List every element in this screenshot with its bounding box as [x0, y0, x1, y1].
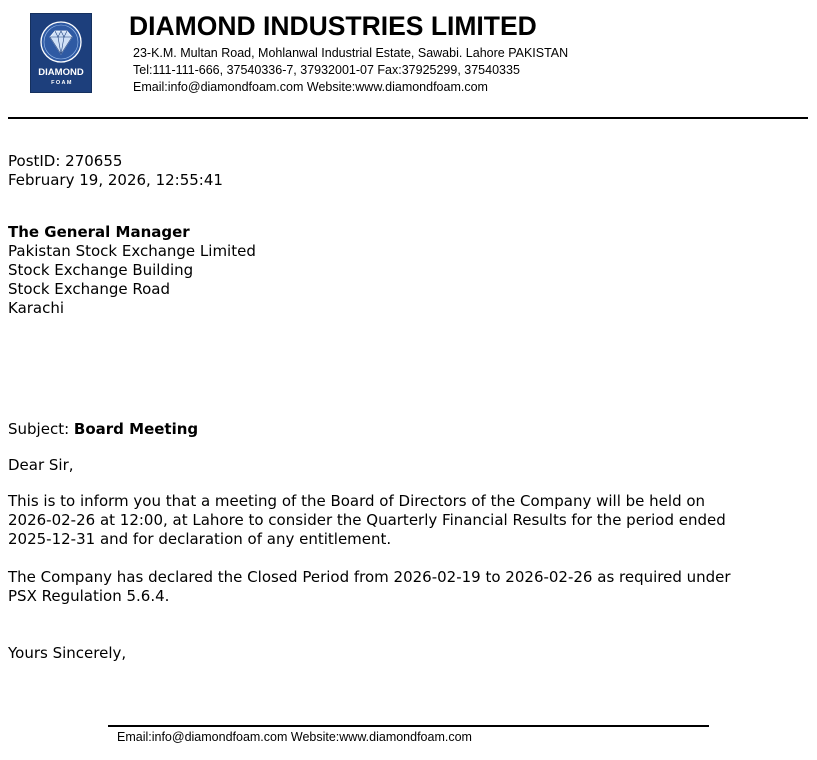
- recipient-title: The General Manager: [8, 223, 190, 241]
- subject-value: Board Meeting: [73, 420, 199, 438]
- logo-text-top: DIAMOND: [38, 67, 84, 78]
- paragraph-1-line-3: 2025-12-31 and for declaration of any entitlement.: [8, 530, 392, 548]
- logo-text-bottom: FOAM: [51, 80, 73, 86]
- footer-divider: [108, 725, 709, 727]
- paragraph-1-line-2: 2026-02-26 at 12:00, at Lahore to consider the Quarterly Financial Results for the period ended: [8, 511, 726, 529]
- recipient-city: Karachi: [8, 299, 65, 317]
- company-phones: Tel:111-111-666, 37540336-7, 37932001-07 Fax:37925299, 37540335: [133, 63, 520, 77]
- company-logo: [30, 13, 92, 93]
- closing: Yours Sincerely,: [8, 644, 127, 662]
- post-id: PostID: 270655: [8, 152, 123, 170]
- diamond-icon: [31, 14, 91, 92]
- subject-label: Subject:: [8, 420, 70, 438]
- company-name: DIAMOND INDUSTRIES LIMITED: [129, 11, 537, 41]
- paragraph-2-line-2: PSX Regulation 5.6.4.: [8, 587, 170, 605]
- post-datetime: February 19, 2026, 12:55:41: [8, 171, 223, 189]
- recipient-road: Stock Exchange Road: [8, 280, 170, 298]
- paragraph-2-line-1: The Company has declared the Closed Period from 2026-02-19 to 2026-02-26 as required under: [8, 568, 731, 586]
- footer-contact: Email:info@diamondfoam.com Website:www.diamondfoam.com: [117, 730, 472, 744]
- recipient-organization: Pakistan Stock Exchange Limited: [8, 242, 256, 260]
- subject-line: [8, 420, 198, 439]
- recipient-building: Stock Exchange Building: [8, 261, 194, 279]
- company-address: 23-K.M. Multan Road, Mohlanwal Industrial Estate, Sawabi. Lahore PAKISTAN: [133, 46, 569, 60]
- header-divider: [8, 117, 808, 119]
- salutation: Dear Sir,: [8, 456, 74, 474]
- paragraph-1-line-1: This is to inform you that a meeting of the Board of Directors of the Company will be held on: [8, 492, 706, 510]
- company-contact: Email:info@diamondfoam.com Website:www.diamondfoam.com: [133, 80, 488, 94]
